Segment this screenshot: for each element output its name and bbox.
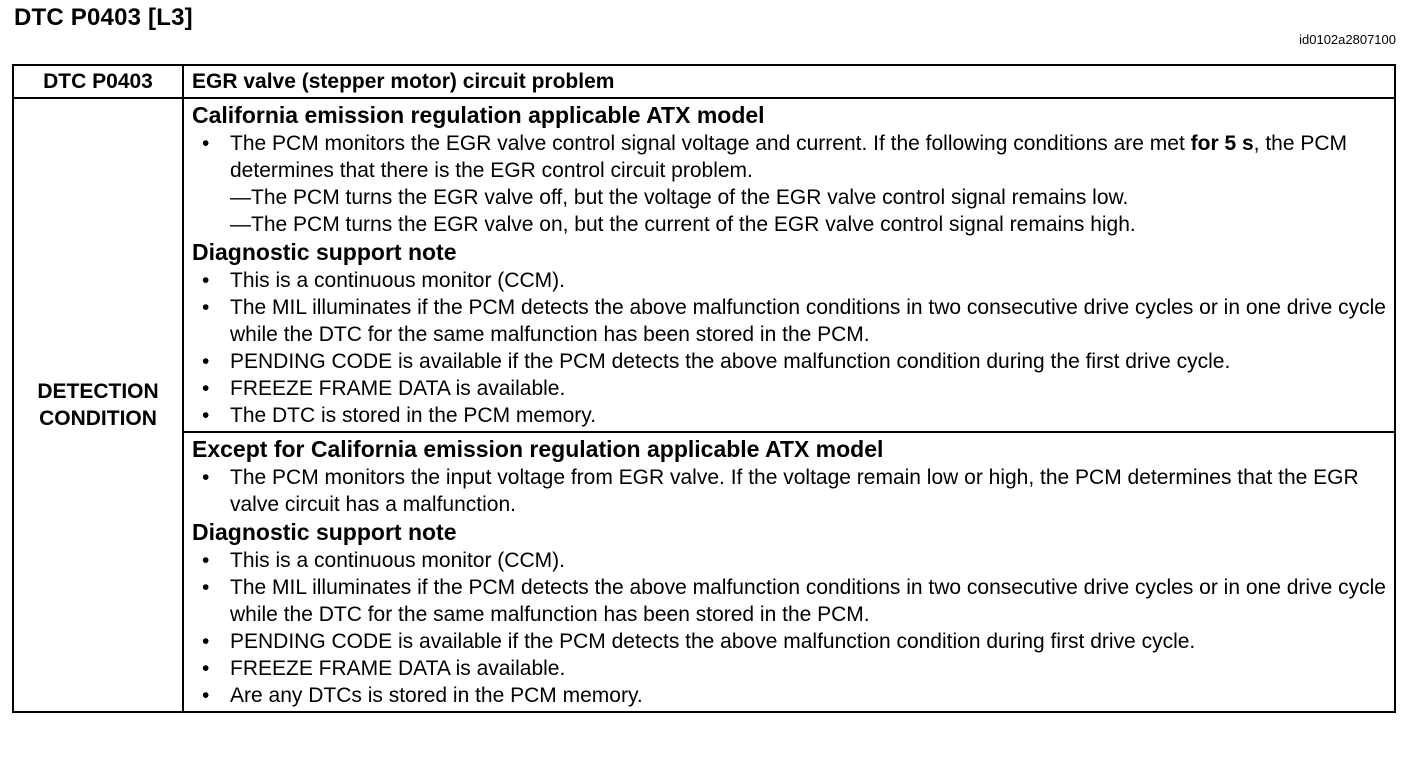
page-title: DTC P0403 [L3]: [14, 4, 193, 31]
dtc-code-cell: DTC P0403: [13, 65, 183, 98]
list-item: • The DTC is stored in the PCM memory.: [192, 402, 1386, 429]
list-item: [192, 130, 1386, 184]
list-item: • This is a continuous monitor (CCM).: [192, 267, 1386, 294]
note-list: [192, 547, 1386, 709]
sub-item: —The PCM turns the EGR valve off, but the voltage of the EGR valve control signal remains low.: [230, 186, 1129, 209]
bullet-text-bold: for 5 s: [1190, 132, 1254, 155]
image-id-label: id0102a2807100: [1299, 32, 1396, 47]
detection-condition-label: [13, 98, 183, 712]
section-title: California emission regulation applicable ATX model: [192, 102, 765, 128]
note-title: Diagnostic support note: [192, 519, 457, 545]
section-except-california: [183, 432, 1395, 712]
list-item: • FREEZE FRAME DATA is available.: [192, 655, 1386, 682]
list-item: • PENDING CODE is available if the PCM detects the above malfunction condition during first drive cycle.: [192, 628, 1386, 655]
table-header-row: [13, 65, 1395, 98]
list-item: • This is a continuous monitor (CCM).: [192, 547, 1386, 574]
note-list: [192, 267, 1386, 429]
dtc-table: [12, 64, 1396, 713]
detection-row-2: [13, 432, 1395, 712]
bullet-list: [192, 464, 1386, 518]
section-california: [183, 98, 1395, 432]
detection-label-line1: DETECTION: [37, 380, 159, 403]
dtc-description-cell: EGR valve (stepper motor) circuit problem: [183, 65, 1395, 98]
list-item: • The MIL illuminates if the PCM detects the above malfunction conditions in two consecutive drive cycles or in one drive cycle while the DTC for the same malfunction has been stored in the PCM.: [192, 574, 1386, 628]
detection-label-line2: CONDITION: [39, 407, 157, 430]
list-item: • PENDING CODE is available if the PCM detects the above malfunction condition during the first drive cycle.: [192, 348, 1386, 375]
bullet-text: , the PCM determines that there is the EGR control circuit problem.: [230, 132, 1348, 182]
bullet-text: The PCM monitors the EGR valve control signal voltage and current. If the following conditions are met: [230, 132, 1191, 155]
note-title: Diagnostic support note: [192, 239, 457, 265]
section-title: Except for California emission regulation applicable ATX model: [192, 436, 884, 462]
list-item: • Are any DTCs is stored in the PCM memory.: [192, 682, 1386, 709]
bullet-list: [192, 130, 1386, 184]
list-item: • The PCM monitors the input voltage from EGR valve. If the voltage remain low or high, the PCM determines that the EGR valve circuit has a malfunction.: [192, 464, 1386, 518]
list-item: • The MIL illuminates if the PCM detects the above malfunction conditions in two consecutive drive cycles or in one drive cycle while the DTC for the same malfunction has been stored in the PCM.: [192, 294, 1386, 348]
detection-row-1: [13, 98, 1395, 432]
list-item: • FREEZE FRAME DATA is available.: [192, 375, 1386, 402]
sub-item: —The PCM turns the EGR valve on, but the current of the EGR valve control signal remains high.: [230, 213, 1136, 236]
